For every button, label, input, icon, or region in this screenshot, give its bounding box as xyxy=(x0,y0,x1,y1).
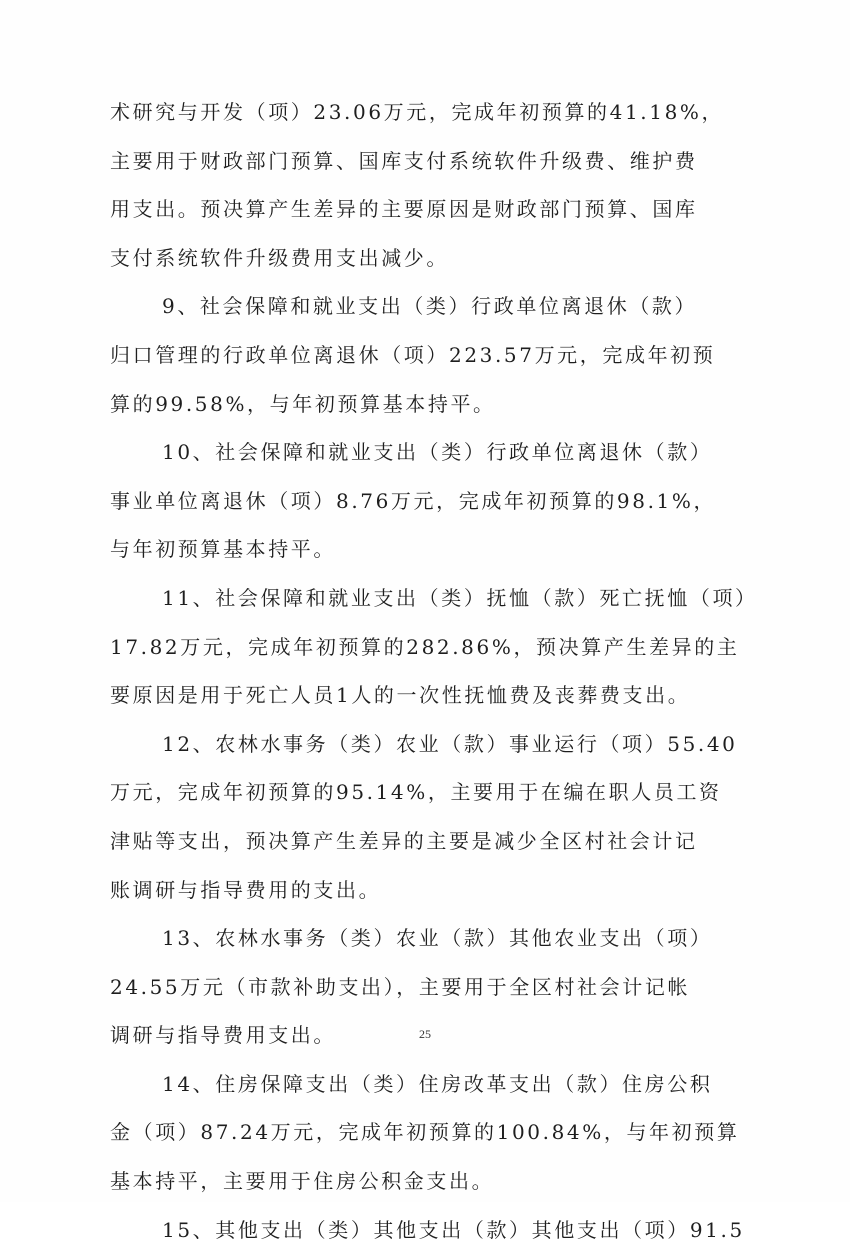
text-line: 支付系统软件升级费用支出减少。 xyxy=(110,245,449,270)
text-line: 要原因是用于死亡人员1人的一次性抚恤费及丧葬费支出。 xyxy=(110,683,691,708)
text-line: 归口管理的行政单位离退休（项）223.57万元，完成年初预 xyxy=(110,342,716,367)
paragraph-11-start: 11、社会保障和就业支出（类）抚恤（款）死亡抚恤（项） xyxy=(162,585,758,610)
paragraph-15-start: 15、其他支出（类）其他支出（款）其他支出（项）91.5 xyxy=(162,1217,745,1242)
paragraph-9-start: 9、社会保障和就业支出（类）行政单位离退休（款） xyxy=(162,294,698,319)
text-line: 算的99.58%，与年初预算基本持平。 xyxy=(110,391,496,416)
page-number: 25 xyxy=(419,1027,431,1041)
paragraph-13-start: 13、农林水事务（类）农业（款）其他农业支出（项） xyxy=(162,926,713,951)
text-line: 万元，完成年初预算的95.14%，主要用于在编在职人员工资 xyxy=(110,780,722,805)
text-line: 调研与指导费用支出。 xyxy=(110,1023,336,1048)
body-text xyxy=(110,88,758,1254)
paragraph-10-start: 10、社会保障和就业支出（类）行政单位离退休（款） xyxy=(162,440,713,465)
text-line: 24.55万元（市款补助支出），主要用于全区村社会计记帐 xyxy=(110,974,691,999)
paragraph-14-start: 14、住房保障支出（类）住房改革支出（款）住房公积 xyxy=(162,1071,713,1096)
text-line: 用支出。预决算产生差异的主要原因是财政部门预算、国库 xyxy=(110,197,698,222)
paragraph-12-start: 12、农林水事务（类）农业（款）事业运行（项）55.40 xyxy=(162,731,738,756)
text-line: 津贴等支出，预决算产生差异的主要是减少全区村社会计记 xyxy=(110,828,698,853)
text-line: 账调研与指导费用的支出。 xyxy=(110,877,382,902)
text-line: 17.82万元，完成年初预算的282.86%，预决算产生差异的主 xyxy=(110,634,740,659)
text-line: 主要用于财政部门预算、国库支付系统软件升级费、维护费 xyxy=(110,148,698,173)
text-line: 术研究与开发（项）23.06万元，完成年初预算的41.18%， xyxy=(110,100,725,124)
text-line: 金（项）87.24万元，完成年初预算的100.84%，与年初预算 xyxy=(110,1120,740,1145)
text-line: 事业单位离退休（项）8.76万元，完成年初预算的98.1%， xyxy=(110,488,717,513)
text-line: 与年初预算基本持平。 xyxy=(110,537,336,562)
text-line: 基本持平，主要用于住房公积金支出。 xyxy=(110,1169,495,1194)
